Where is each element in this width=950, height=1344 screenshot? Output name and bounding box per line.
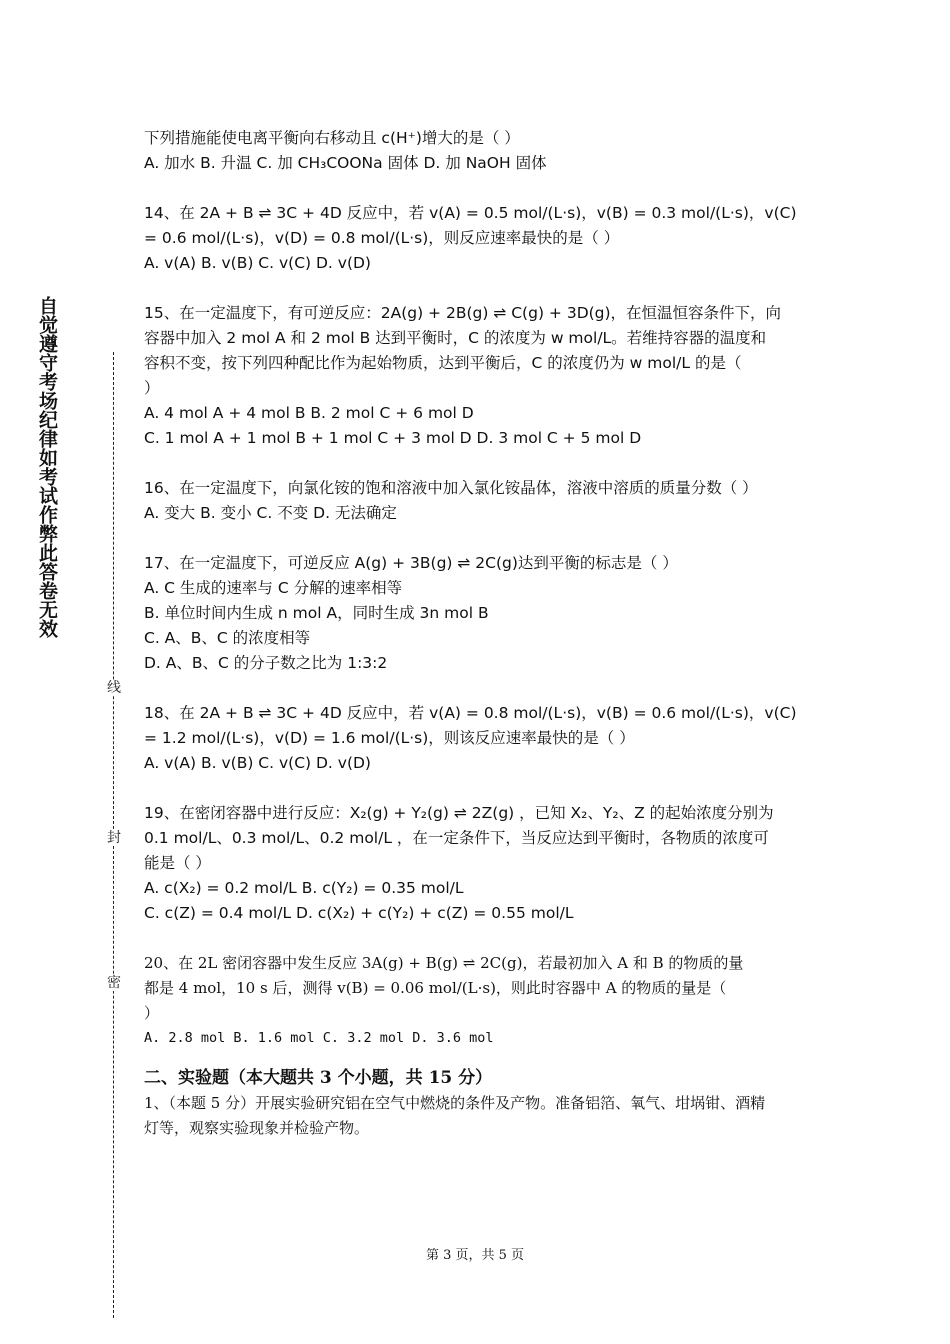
question-line: = 1.2 mol/(L·s)，v(D) = 1.6 mol/(L·s)，则该反应速率最快的是（ ） xyxy=(144,729,635,747)
question-13 xyxy=(144,126,816,176)
question-19 xyxy=(144,801,816,926)
question-options: A. v(A) B. v(B) C. v(C) D. v(D) xyxy=(144,754,371,772)
question-16 xyxy=(144,476,816,526)
question-options: A. c(X₂) = 0.2 mol/L B. c(Y₂) = 0.35 mol/L xyxy=(144,879,464,897)
question-20 xyxy=(144,951,816,1051)
question-14 xyxy=(144,201,816,276)
question-options: A. 2.8 mol B. 1.6 mol C. 3.2 mol D. 3.6 mol xyxy=(144,1030,494,1046)
question-options: A. 4 mol A + 4 mol B B. 2 mol C + 6 mol D xyxy=(144,404,474,422)
question-options: A. 加水 B. 升温 C. 加 CH₃COONa 固体 D. 加 NaOH 固体 xyxy=(144,154,547,172)
question-line: 14、在 2A + B ⇌ 3C + 4D 反应中，若 v(A) = 0.5 mol/(L·s)，v(B) = 0.3 mol/(L·s)，v(C) xyxy=(144,204,797,222)
seal-label-line: 线 xyxy=(107,680,121,696)
question-option: C. A、B、C 的浓度相等 xyxy=(144,629,311,647)
page-footer: 第 3 页，共 5 页 xyxy=(425,1248,525,1263)
question-line: ） xyxy=(144,379,160,397)
question-line: 18、在 2A + B ⇌ 3C + 4D 反应中，若 v(A) = 0.8 mol/(L·s)，v(B) = 0.6 mol/(L·s)，v(C) xyxy=(144,704,797,722)
seal-label-secret: 密 xyxy=(107,975,121,991)
exam-discipline-notice: 自觉遵守考场纪律如考试作弊此答卷无效 xyxy=(36,296,58,638)
question-line: 都是 4 mol，10 s 后，测得 v(B) = 0.06 mol/(L·s)，则此时容器中 A 的物质的量是（ xyxy=(144,979,727,997)
question-line: 容积不变，按下列四种配比作为起始物质，达到平衡后，C 的浓度仍为 w mol/L 的是（ xyxy=(144,354,742,372)
question-option: D. A、B、C 的分子数之比为 1:3:2 xyxy=(144,654,388,672)
question-line: 17、在一定温度下，可逆反应 A(g) + 3B(g) ⇌ 2C(g)达到平衡的标志是（ ） xyxy=(144,554,678,572)
question-options: A. 变大 B. 变小 C. 不变 D. 无法确定 xyxy=(144,504,397,522)
question-line: 下列措施能使电离平衡向右移动且 c(H⁺)增大的是（ ） xyxy=(144,129,520,147)
question-18 xyxy=(144,701,816,776)
question-line: 0.1 mol/L、0.3 mol/L、0.2 mol/L ，在一定条件下，当反应达到平衡时，各物质的浓度可 xyxy=(144,829,769,847)
question-option: A. C 生成的速率与 C 分解的速率相等 xyxy=(144,579,403,597)
question-line: 16、在一定温度下，向氯化铵的饱和溶液中加入氯化铵晶体，溶液中溶质的质量分数（ ） xyxy=(144,479,758,497)
question-option: B. 单位时间内生成 n mol A，同时生成 3n mol B xyxy=(144,604,489,622)
question-line: ） xyxy=(144,1004,160,1022)
question-line: 能是（ ） xyxy=(144,854,211,872)
question-line: = 0.6 mol/(L·s)，v(D) = 0.8 mol/(L·s)，则反应速率最快的是（ ） xyxy=(144,229,620,247)
section-title-experiment: 二、实验题（本大题共 3 个小题，共 15 分） xyxy=(144,1068,493,1088)
question-line: 灯等，观察实验现象并检验产物。 xyxy=(144,1119,370,1137)
question-line: 20、在 2L 密闭容器中发生反应 3A(g) + B(g) ⇌ 2C(g)，若最初加入 A 和 B 的物质的量 xyxy=(144,954,744,972)
question-options: C. 1 mol A + 1 mol B + 1 mol C + 3 mol D D. 3 mol C + 5 mol D xyxy=(144,429,642,447)
question-options: A. v(A) B. v(B) C. v(C) D. v(D) xyxy=(144,254,371,272)
question-options: C. c(Z) = 0.4 mol/L D. c(X₂) + c(Y₂) + c(Z) = 0.55 mol/L xyxy=(144,904,574,922)
question-content xyxy=(144,126,816,1141)
question-line: 容器中加入 2 mol A 和 2 mol B 达到平衡时，C 的浓度为 w mol/L。若维持容器的温度和 xyxy=(144,329,767,347)
question-line: 15、在一定温度下，有可逆反应：2A(g) + 2B(g) ⇌ C(g) + 3D(g)，在恒温恒容条件下，向 xyxy=(144,304,782,322)
question-line: 1、（本题 5 分）开展实验研究铝在空气中燃烧的条件及产物。准备铝箔、氧气、坩埚钳、酒精 xyxy=(144,1094,766,1112)
question-15 xyxy=(144,301,816,451)
experiment-question-1 xyxy=(144,1091,816,1141)
question-line: 19、在密闭容器中进行反应：X₂(g) + Y₂(g) ⇌ 2Z(g) ，已知 X₂、Y₂、Z 的起始浓度分别为 xyxy=(144,804,774,822)
question-17 xyxy=(144,551,816,676)
seal-label-seal: 封 xyxy=(107,830,121,846)
